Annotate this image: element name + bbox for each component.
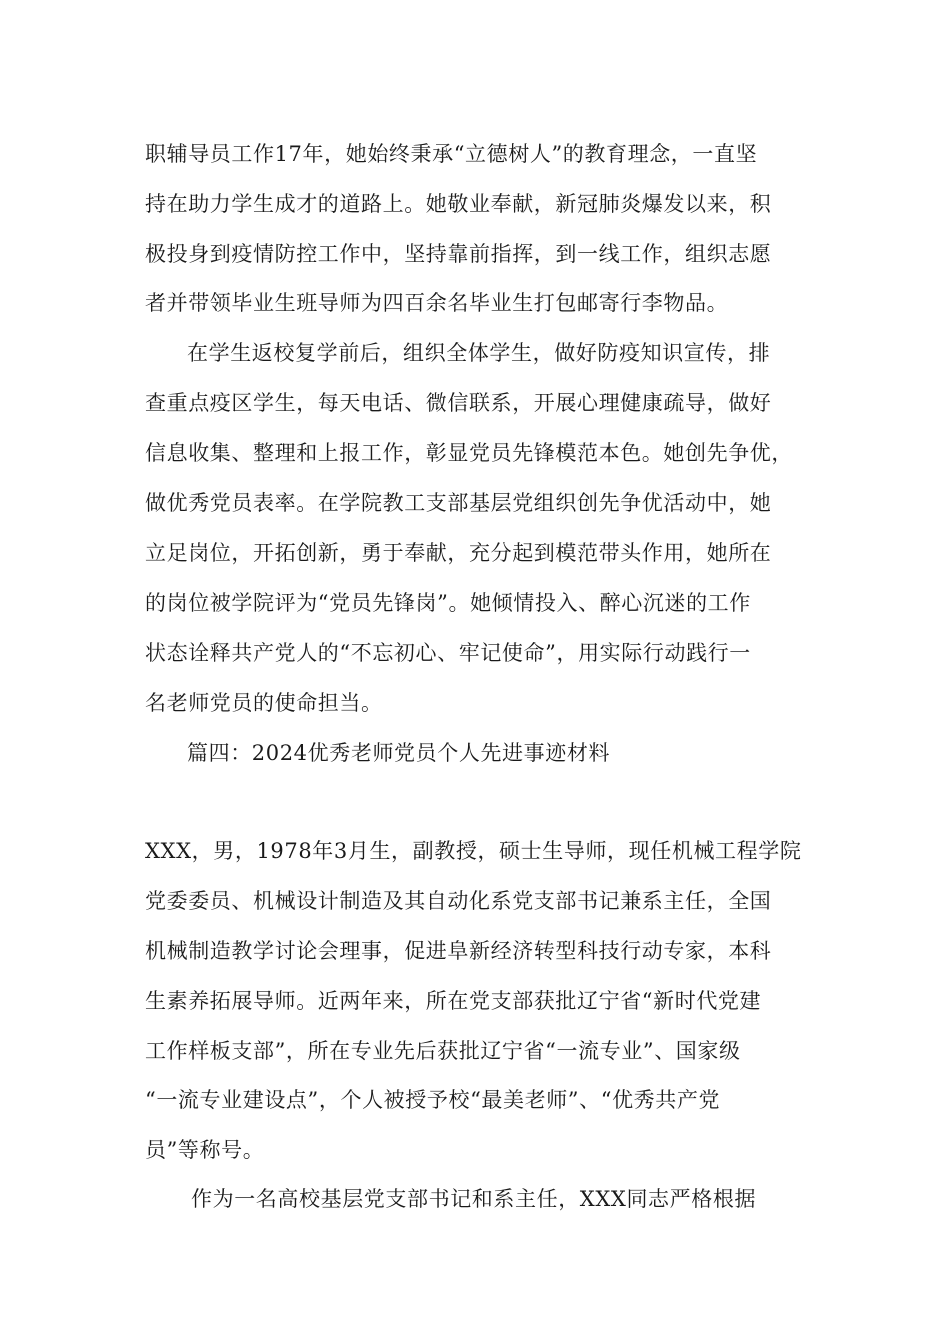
paragraph-line: XXX，男，1978年3月生，副教授，硕士生导师，现任机械工程学院 <box>145 839 802 863</box>
paragraph-line: 在学生返校复学前后，组织全体学生，做好防疫知识宣传，排 <box>187 341 771 365</box>
paragraph-line: 的岗位被学院评为“党员先锋岗”。她倾情投入、醉心沉迷的工作 <box>145 591 751 615</box>
paragraph-line: 生素养拓展导师。近两年来，所在党支部获批辽宁省“新时代党建 <box>145 989 762 1013</box>
paragraph-line: “一流专业建设点”，个人被授予校“最美老师”、“优秀共产党 <box>145 1088 721 1112</box>
paragraph-line: 工作样板支部”，所在专业先后获批辽宁省“一流专业”、国家级 <box>145 1039 741 1063</box>
paragraph-line: 党委委员、机械设计制造及其自动化系党支部书记兼系主任，全国 <box>145 889 772 913</box>
paragraph-line: 作为一名高校基层党支部书记和系主任，XXX同志严格根据 <box>191 1187 757 1211</box>
paragraph-line: 立足岗位，开拓创新，勇于奉献，充分起到模范带头作用，她所在 <box>145 541 772 565</box>
paragraph-line: 查重点疫区学生，每天电话、微信联系，开展心理健康疏导，做好 <box>145 391 772 415</box>
paragraph-line: 状态诠释共产党人的“不忘初心、牢记使命”，用实际行动践行一 <box>145 641 751 665</box>
paragraph-line: 极投身到疫情防控工作中，坚持靠前指挥，到一线工作，组织志愿 <box>145 242 772 266</box>
paragraph-line: 持在助力学生成才的道路上。她敬业奉献，新冠肺炎爆发以来，积 <box>145 192 772 216</box>
paragraph-line: 做优秀党员表率。在学院教工支部基层党组织创先争优活动中，她 <box>145 491 772 515</box>
paragraph-line: 职辅导员工作17年，她始终秉承“立德树人”的教育理念，一直坚 <box>145 142 758 166</box>
paragraph-line: 信息收集、整理和上报工作，彰显党员先锋模范本色。她创先争优， <box>145 441 793 465</box>
section-heading: 篇四：2024优秀老师党员个人先进事迹材料 <box>187 741 611 765</box>
paragraph-line: 机械制造教学讨论会理事，促进阜新经济转型科技行动专家，本科 <box>145 939 772 963</box>
paragraph-line: 员”等称号。 <box>145 1138 265 1162</box>
paragraph-line: 者并带领毕业生班导师为四百余名毕业生打包邮寄行李物品。 <box>145 291 729 315</box>
paragraph-line: 名老师党员的使命担当。 <box>145 691 383 715</box>
